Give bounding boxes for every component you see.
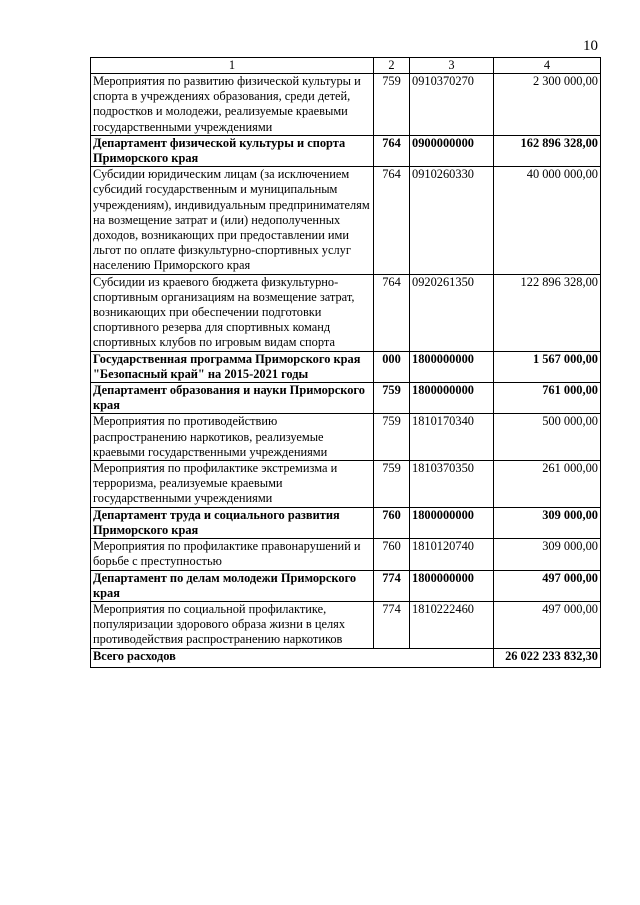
table-row [91,135,601,166]
table-row [91,274,601,351]
row-code: 759 [374,414,410,461]
row-csr: 1810120740 [410,539,494,570]
table-row [91,570,601,601]
row-code: 764 [374,167,410,274]
row-name: Департамент образования и науки Приморского края [91,383,374,414]
table-row [91,507,601,538]
row-amount: 500 000,00 [494,414,601,461]
header-col-1: 1 [91,58,374,74]
row-name: Департамент физической культуры и спорта Приморского края [91,135,374,166]
table-row [91,601,601,648]
row-code: 759 [374,383,410,414]
table-body [91,74,601,649]
row-csr: 0920261350 [410,274,494,351]
row-csr: 0910370270 [410,74,494,136]
row-amount: 309 000,00 [494,507,601,538]
row-name: Субсидии из краевого бюджета физкультурно-спортивным организациям на возмещение затрат, возникающих при обеспечении подготовки спортивного резерва для спортивных команд спортивных клубов по игровым видам спорта [91,274,374,351]
row-amount: 2 300 000,00 [494,74,601,136]
row-amount: 1 567 000,00 [494,351,601,382]
budget-table [90,57,601,668]
page-number: 10 [583,38,598,54]
row-amount: 122 896 328,00 [494,274,601,351]
table-header-row [91,58,601,74]
table-row [91,351,601,382]
row-csr: 0900000000 [410,135,494,166]
row-amount: 261 000,00 [494,461,601,508]
row-name: Государственная программа Приморского края "Безопасный край" на 2015-2021 годы [91,351,374,382]
total-row [91,648,601,667]
header-col-4: 4 [494,58,601,74]
row-csr: 0910260330 [410,167,494,274]
table-row [91,167,601,274]
total-amount: 26 022 233 832,30 [494,648,601,667]
row-amount: 761 000,00 [494,383,601,414]
row-code: 000 [374,351,410,382]
row-code: 759 [374,74,410,136]
table-row [91,461,601,508]
table-row [91,383,601,414]
row-name: Мероприятия по противодействию распространению наркотиков, реализуемые краевыми государственными учреждениями [91,414,374,461]
row-name: Мероприятия по социальной профилактике, популяризации здорового образа жизни в целях противодействия распространению наркотиков [91,601,374,648]
row-csr: 1800000000 [410,383,494,414]
row-name: Департамент труда и социального развития Приморского края [91,507,374,538]
row-csr: 1800000000 [410,351,494,382]
row-name: Мероприятия по профилактике экстремизма и терроризма, реализуемые краевыми государственными учреждениями [91,461,374,508]
row-amount: 497 000,00 [494,601,601,648]
header-col-3: 3 [410,58,494,74]
row-csr: 1800000000 [410,570,494,601]
row-name: Субсидии юридическим лицам (за исключением субсидий государственным и муниципальным учреждениям), индивидуальным предпринимателям на возмещение затрат и (или) недополученных доходов, возникающих при предоставлении ими льгот по оплате физкультурно-спортивных услуг населению Приморского края [91,167,374,274]
table-row [91,539,601,570]
row-csr: 1800000000 [410,507,494,538]
row-name: Мероприятия по профилактике правонарушений и борьбе с преступностью [91,539,374,570]
row-code: 759 [374,461,410,508]
row-csr: 1810170340 [410,414,494,461]
row-amount: 162 896 328,00 [494,135,601,166]
row-amount: 497 000,00 [494,570,601,601]
row-amount: 40 000 000,00 [494,167,601,274]
row-code: 760 [374,507,410,538]
row-name: Департамент по делам молодежи Приморского края [91,570,374,601]
row-code: 764 [374,135,410,166]
row-amount: 309 000,00 [494,539,601,570]
header-col-2: 2 [374,58,410,74]
row-code: 760 [374,539,410,570]
table-row [91,74,601,136]
row-csr: 1810222460 [410,601,494,648]
row-code: 774 [374,601,410,648]
row-name: Мероприятия по развитию физической культуры и спорта в учреждениях образования, среди детей, подростков и молодежи, реализуемые краевыми государственными учреждениями [91,74,374,136]
row-code: 774 [374,570,410,601]
row-code: 764 [374,274,410,351]
table-row [91,414,601,461]
row-csr: 1810370350 [410,461,494,508]
total-label: Всего расходов [91,648,494,667]
